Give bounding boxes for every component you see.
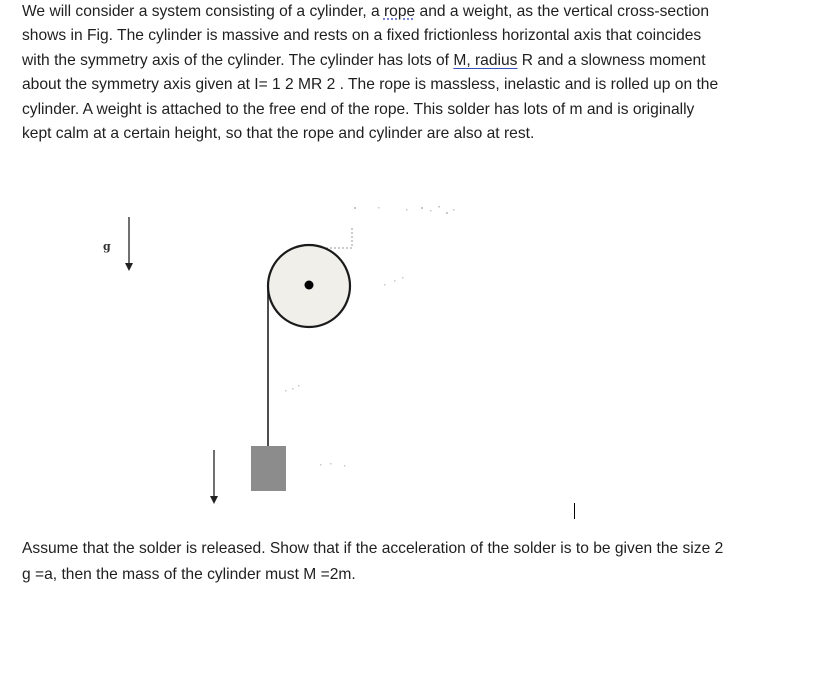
m-radius-phrase: M, radius [453, 51, 518, 69]
text-cursor [574, 503, 575, 519]
gravity-label: g [103, 240, 111, 253]
weight-block [251, 446, 286, 491]
question-line-2: g =a, then the mass of the cylinder must M =2m. [22, 565, 356, 583]
question-paragraph [22, 536, 822, 587]
intro-line-2: shows in Fig. The cylinder is massive and rests on a fixed frictionless horizontal axis that coincides [22, 27, 702, 45]
intro-line-6: kept calm at a certain height, so that the rope and cylinder are also at rest. [22, 125, 535, 143]
intro-line-5: cylinder. A weight is attached to the free end of the rope. This solder has lots of m and is originally [22, 100, 695, 118]
intro-line-1: We will consider a system consisting of a cylinder, a rope and a weight, as the vertical cross-section [22, 3, 710, 20]
intro-line-3: with the symmetry axis of the cylinder. The cylinder has lots of M, radius R and a slowness moment [22, 51, 706, 69]
question-line-1: Assume that the solder is released. Show that if the acceleration of the solder is to be given the size 2 [22, 540, 724, 557]
intro-line-4: about the symmetry axis given at I= 1 2 MR 2 . The rope is massless, inelastic and is rolled up on the [22, 76, 719, 94]
gravity-arrow-icon [125, 217, 133, 271]
weight-arrow-icon [210, 450, 218, 504]
rope-word: rope [383, 3, 416, 20]
axis-dot [305, 281, 314, 290]
